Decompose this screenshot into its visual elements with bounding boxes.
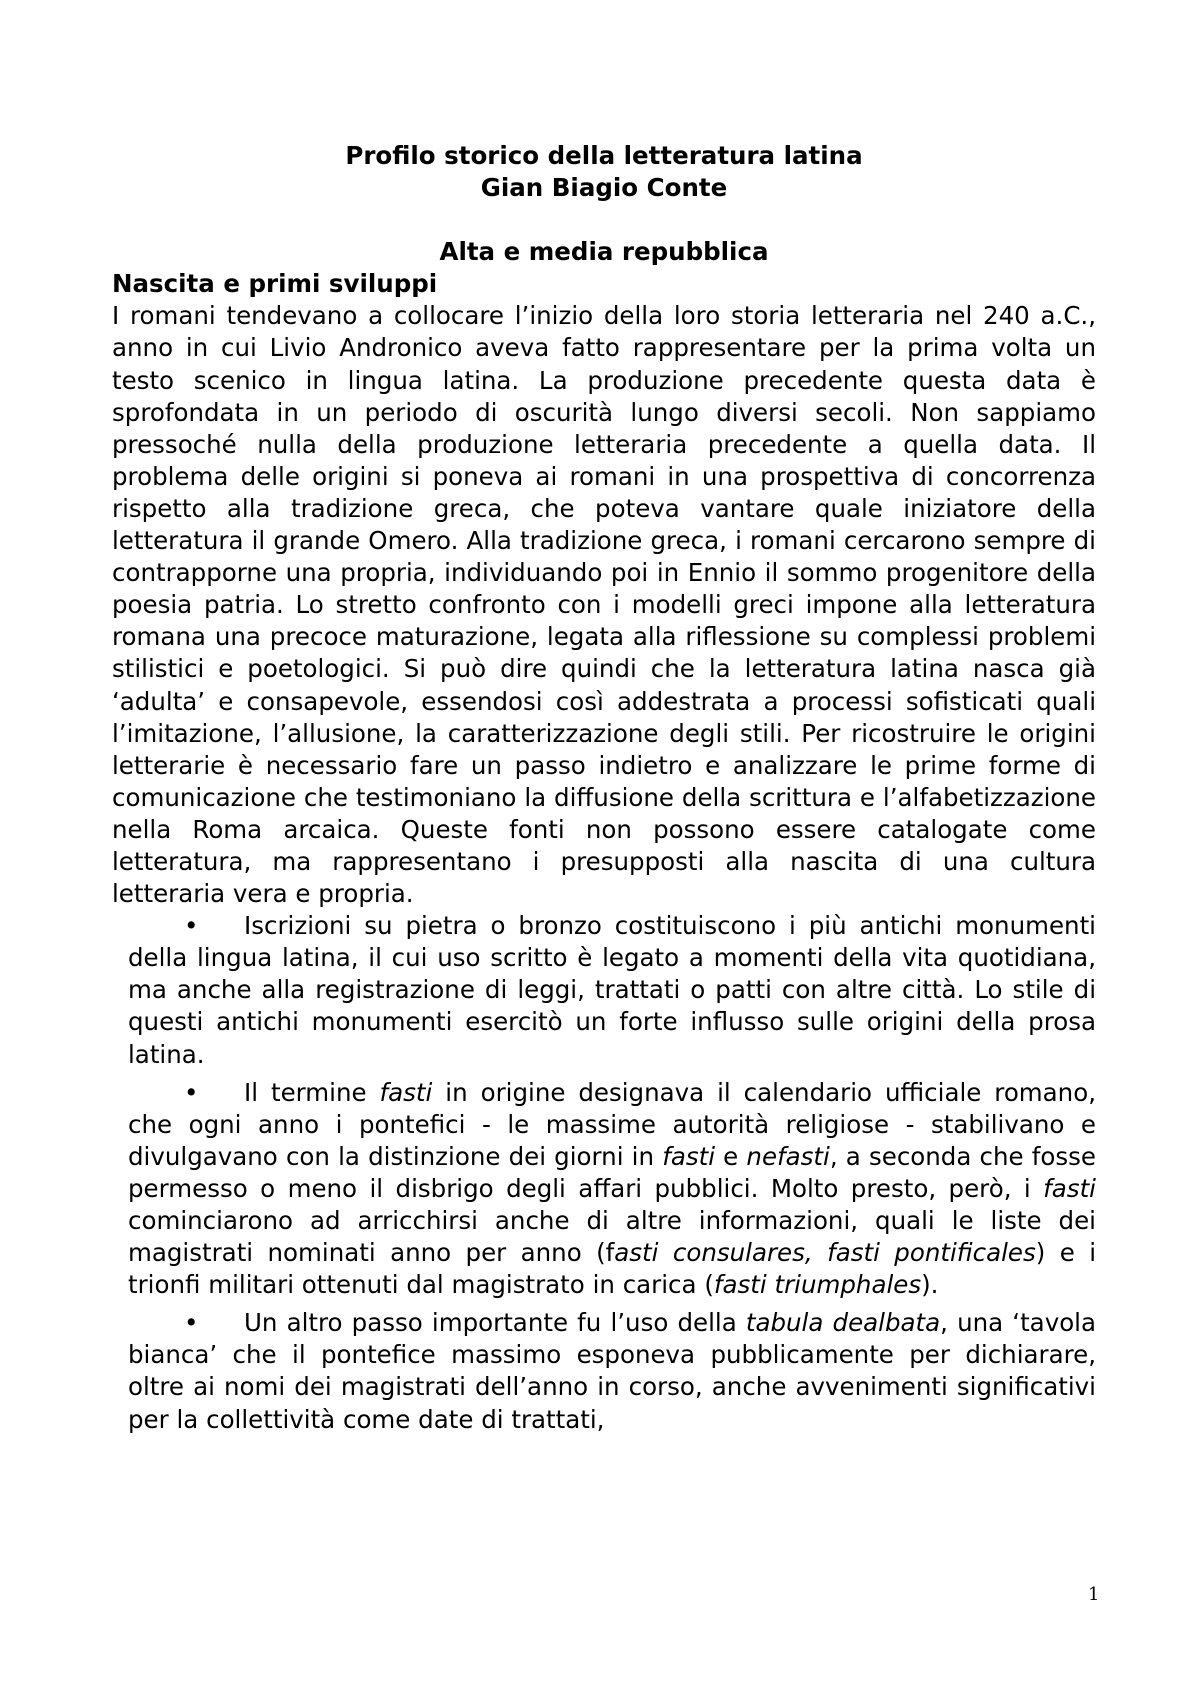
spacer xyxy=(112,204,1096,236)
bullet-italic-term: fasti triumphales xyxy=(713,1270,922,1300)
bullet-text-part: Il termine xyxy=(244,1077,380,1107)
bullet-text-part: Un altro passo importante fu l’uso della xyxy=(244,1308,746,1338)
bullet-text-part: ). xyxy=(921,1270,939,1300)
bullet-text-part: , a seconda che fosse permesso o meno il disbrigo degli affari pubblici. Molto presto, però, i xyxy=(128,1141,1096,1203)
document-author: Gian Biagio Conte xyxy=(480,173,728,203)
bullet-italic-term: fasti xyxy=(662,1141,716,1171)
bullet-text-part: ) e i trionfi militari ottenuti dal magistrato in carica ( xyxy=(128,1238,1096,1300)
bullet-italic-term: nefasti xyxy=(746,1141,830,1171)
page-content xyxy=(112,140,1096,1442)
bullet-italic-term: fasti xyxy=(379,1077,433,1107)
bullet-text-part: cominciarono ad arricchirsi anche di altre informazioni, quali le liste dei magistrati nominati anno per anno (f xyxy=(128,1206,1096,1268)
bullet-icon: • xyxy=(184,1308,199,1338)
section-subtitle: Nascita e primi sviluppi xyxy=(112,269,438,299)
page-number: 1 xyxy=(1088,1584,1100,1605)
bullet-text-part: in origine designava il calendario ufficiale romano, che ogni anno i pontefici - le massime autorità religiose - stabilivano e divulgavano con la distinzione dei giorni in xyxy=(128,1077,1096,1171)
bullet-text: Iscrizioni su pietra o bronzo costituiscono i più antichi monumenti della lingua latina, il cui uso scritto è legato a momenti della vita quotidiana, ma anche alla registrazione di leggi, trattati o patti con altre città. Lo stile di questi antichi monumenti esercitò un forte influsso sulle origini della prosa latina. xyxy=(128,911,1096,1069)
bullet-italic-term: asti consulares, fasti pontificales xyxy=(614,1238,1036,1268)
intro-paragraph: I romani tendevano a collocare l’inizio della loro storia letteraria nel 240 a.C., anno in cui Livio Andronico aveva fatto rappresentare per la prima volta un testo scenico in lingua latina. La produzione precedente questa data è sprofondata in un periodo di oscurità lungo diversi secoli. Non sappiamo pressoché nulla della produzione letteraria precedente a quella data. Il problema delle origini si poneva ai romani in una prospettiva di concorrenza rispetto alla tradizione greca, che poteva vantare quale iniziatore della letteratura il grande Omero. Alla tradizione greca, i romani cercarono sempre di contrapporne una propria, individuando poi in Ennio il sommo progenitore della poesia patria. Lo stretto confronto con i modelli greci impone alla letteratura romana una precoce maturazione, legata alla riflessione su complessi problemi stilistici e poetologici. Si può dire quindi che la letteratura latina nasca già ‘adulta’ e consapevole, essendosi così addestrata a processi sofisticati quali l’imitazione, l’allusione, la caratterizzazione degli stili. Per ricostruire le origini letterarie è necessario fare un passo indietro e analizzare le prime forme di comunicazione che testimoniano la diffusione della scrittura e l’alfabetizzazione nella Roma arcaica. Queste fonti non possono essere catalogate come letteratura, ma rappresentano i presupposti alla nascita di una cultura letteraria vera e propria. xyxy=(112,301,1096,909)
bullet-italic-term: tabula dealbata xyxy=(745,1308,941,1338)
bullet-list xyxy=(112,910,1096,1436)
bullet-text-part: , una ‘tavola bianca’ che il pontefice massimo esponeva pubblicamente per dichiarare, oltre ai nomi dei magistrati dell’anno in corso, anche avvenimenti significativi per la collettività come date di trattati, xyxy=(128,1308,1097,1434)
bullet-icon: • xyxy=(184,1077,199,1107)
bullet-icon: • xyxy=(184,911,199,941)
bullet-item-tabula xyxy=(112,1307,1096,1435)
document-title: Profilo storico della letteratura latina xyxy=(345,141,863,170)
bullet-item-iscrizioni xyxy=(112,910,1096,1070)
bullet-item-fasti xyxy=(112,1077,1096,1302)
bullet-italic-term: fasti xyxy=(1043,1173,1096,1203)
bullet-text-part: e xyxy=(715,1141,747,1171)
section-title: Alta e media repubblica xyxy=(439,237,769,267)
